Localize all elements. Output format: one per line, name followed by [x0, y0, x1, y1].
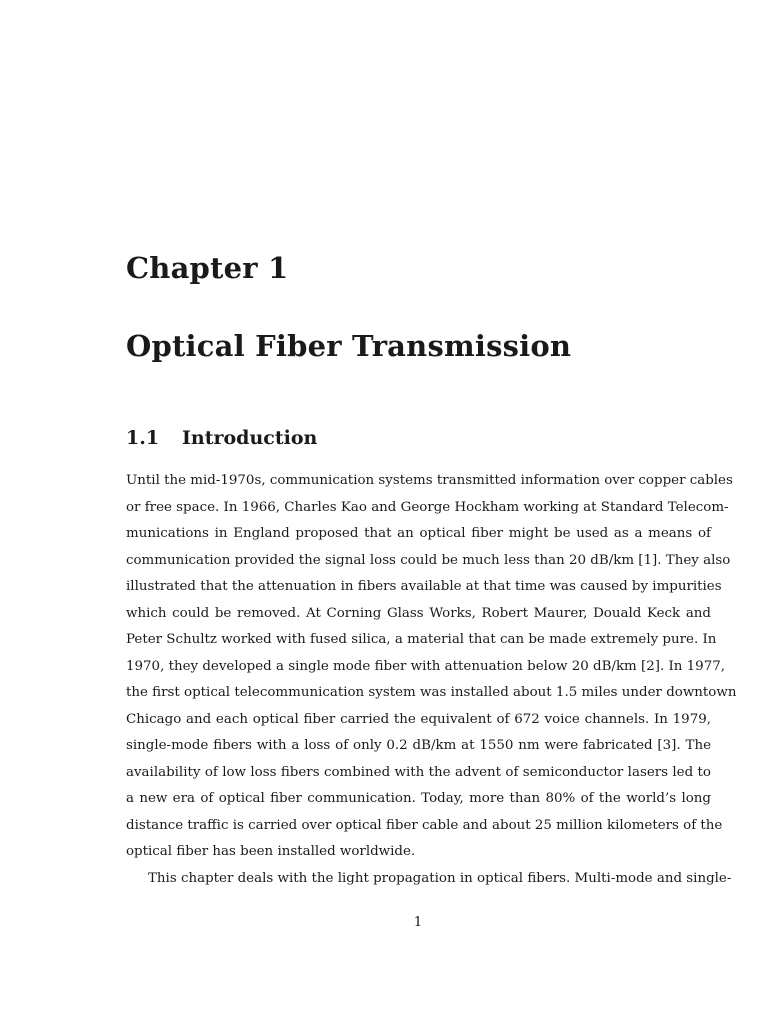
chapter-title: Optical Fiber Transmission [126, 329, 572, 363]
paragraph-line: distance traffic is carried over optical fiber cable and about 25 million kilometers of the [126, 817, 723, 833]
section-number: 1.1 [126, 427, 160, 449]
paragraph-line: optical fiber has been installed worldwide. [126, 844, 416, 859]
section-heading [126, 426, 317, 450]
paragraph-line: Chicago and each optical fiber carried the equivalent of 672 voice channels. In 1979, [126, 711, 711, 727]
body-text [126, 468, 737, 892]
paragraph-line: Until the mid-1970s, communication systems transmitted information over copper cables [126, 473, 733, 488]
paragraph-line: availability of low loss fibers combined with the advent of semiconductor lasers led to [126, 764, 711, 780]
paragraph-line: illustrated that the attenuation in fibers available at that time was caused by impurities [126, 579, 722, 594]
paragraph-line: a new era of optical fiber communication. Today, more than 80% of the world’s long [126, 791, 711, 806]
paragraph-line: This chapter deals with the light propagation in optical fibers. Multi-mode and single- [148, 870, 732, 886]
paragraph-line: which could be removed. At Corning Glass Works, Robert Maurer, Douald Keck and [126, 605, 711, 621]
chapter-label: Chapter 1 [126, 251, 289, 285]
paragraph-line: munications in England proposed that an optical fiber might be used as a means of [126, 526, 711, 541]
paragraph-line: communication provided the signal loss could be much less than 20 dB/km [1]. They also [126, 552, 731, 568]
paragraph-line: 1970, they developed a single mode fiber with attenuation below 20 dB/km [2]. In 1977, [126, 658, 725, 674]
paragraph-line: Peter Schultz worked with fused silica, a material that can be made extremely pure. In [126, 632, 717, 647]
paragraph-line: single-mode fibers with a loss of only 0.2 dB/km at 1550 nm were fabricated [3]. The [126, 738, 711, 753]
section-title: Introduction [182, 427, 318, 449]
paragraph-line: or free space. In 1966, Charles Kao and George Hockham working at Standard Telecom- [126, 499, 729, 515]
page-number: 1 [413, 915, 423, 930]
paragraph-line: the first optical telecommunication system was installed about 1.5 miles under downtown [126, 685, 737, 700]
